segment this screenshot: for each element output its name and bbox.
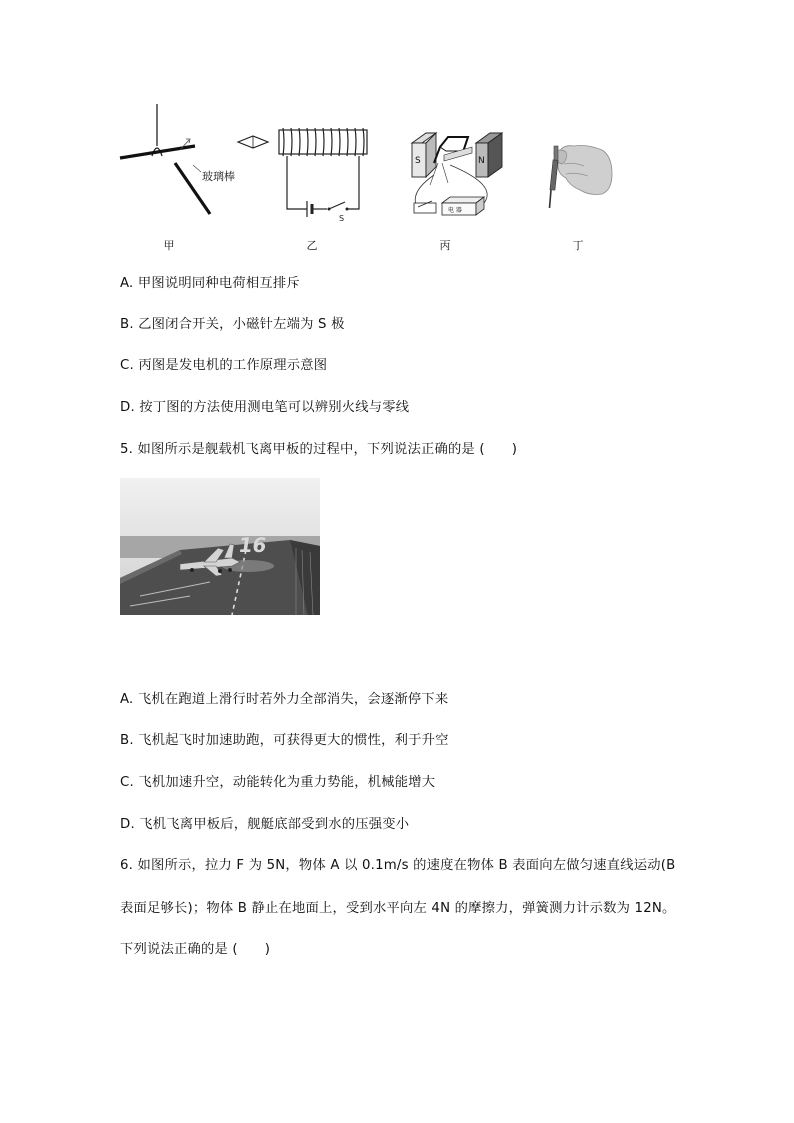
q4-option-b: B. 乙图闭合开关，小磁针左端为 S 极 — [120, 317, 345, 332]
q5-option-a: A. 飞机在跑道上滑行时若外力全部消失，会逐渐停下来 — [120, 692, 449, 707]
switch-label: S — [339, 214, 345, 223]
q6-stem-line1: 6. 如图所示，拉力 F 为 5N，物体 A 以 0.1m/s 的速度在物体 B 表面向左做匀速直线运动(B — [120, 858, 676, 873]
q4-option-a: A. 甲图说明同种电荷相互排斥 — [120, 276, 300, 291]
figure-yi-caption: 乙 — [306, 239, 318, 252]
q5-stem: 5. 如图所示是舰载机飞离甲板的过程中，下列说法正确的是 ( ) — [120, 442, 518, 457]
q6-stem-line3: 下列说法正确的是 ( ) — [120, 942, 271, 957]
q5-option-c: C. 飞机加速升空，动能转化为重力势能，机械能增大 — [120, 775, 436, 790]
figure-bing-magnet-setup — [400, 125, 510, 220]
figure-jia-caption: 甲 — [163, 239, 175, 252]
pole-n-label: N — [478, 156, 485, 166]
figure-ding-caption: 丁 — [572, 239, 584, 252]
figure-bing-caption: 丙 — [439, 239, 451, 252]
pole-s-label: S — [415, 156, 421, 166]
q4-option-d: D. 按丁图的方法使用测电笔可以辨别火线与零线 — [120, 400, 410, 415]
glass-rod-annotation: 玻璃棒 — [202, 170, 235, 183]
q4-option-c: C. 丙图是发电机的工作原理示意图 — [120, 358, 328, 373]
figure-ding-test-pen — [540, 140, 620, 215]
carrier-jet-photo — [120, 478, 320, 615]
figure-yi-solenoid-circuit — [235, 125, 380, 225]
q5-option-b: B. 飞机起飞时加速助跑，可获得更大的惯性，利于升空 — [120, 733, 449, 748]
meter-label: 电 器 — [448, 207, 462, 214]
q6-stem-line2: 表面足够长)；物体 B 静止在地面上，受到水平向左 4N 的摩擦力，弹簧测力计示数为 12N。 — [120, 901, 676, 916]
q5-option-d: D. 飞机飞离甲板后，舰艇底部受到水的压强变小 — [120, 817, 410, 832]
figure-jia-glass-rods — [115, 100, 245, 220]
deck-number: 16 — [236, 533, 269, 557]
